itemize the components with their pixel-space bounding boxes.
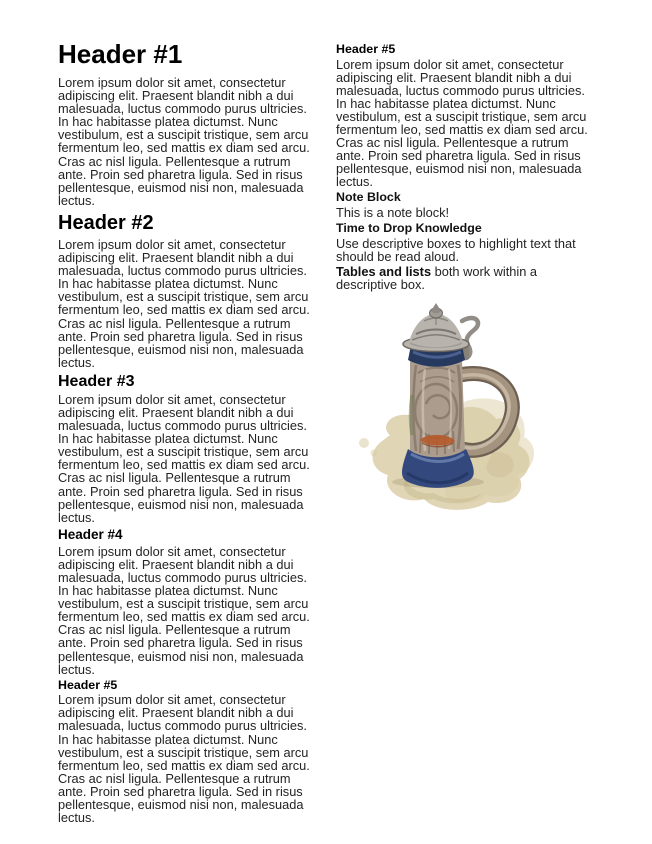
tables-note-lead: Tables and lists	[336, 263, 432, 279]
paragraph-6: Lorem ipsum dolor sit amet, consectetur adipiscing elit. Praesent blandit nibh a dui malesuada, luctus commodo purus ultricies. In hac habitasse platea dictumst. Nunc vestibulum, est a suscipit tristique, sem arcu fermentum leo, sed mattis ex diam sed arcu. Cras ac nisl ligula. Pellentesque a rutrum ante. Proin sed pharetra ligula. Sed in risus pellentesque, euismod nisi non, malesuada lectus.	[336, 56, 588, 190]
watercolor-speck-2	[371, 449, 378, 456]
note-block-text: This is a note block!	[336, 204, 450, 220]
heading-5: Header #5	[58, 677, 118, 692]
note-block-title: Note Block	[336, 190, 401, 205]
watercolor-speck	[359, 438, 369, 448]
callout-title: Time to Drop Knowledge	[336, 221, 482, 236]
paragraph-2: Lorem ipsum dolor sit amet, consectetur adipiscing elit. Praesent blandit nibh a dui malesuada, luctus commodo purus ultricies. In hac habitasse platea dictumst. Nunc vestibulum, est a suscipit tristique, sem arcu fermentum leo, sed mattis ex diam sed arcu. Cras ac nisl ligula. Pellentesque a rutrum ante. Proin sed pharetra ligula. Sed in risus pellentesque, euismod nisi non, malesuada lectus.	[58, 236, 310, 370]
heading-3: Header #3	[58, 372, 135, 390]
tables-note-rest: both work within a descriptive box.	[336, 263, 538, 292]
stein-green-accent	[411, 395, 413, 435]
tables-note	[336, 265, 594, 291]
paragraph-3: Lorem ipsum dolor sit amet, consectetur adipiscing elit. Praesent blandit nibh a dui malesuada, luctus commodo purus ultricies. In hac habitasse platea dictumst. Nunc vestibulum, est a suscipit tristique, sem arcu fermentum leo, sed mattis ex diam sed arcu. Cras ac nisl ligula. Pellentesque a rutrum ante. Proin sed pharetra ligula. Sed in risus pellentesque, euismod nisi non, malesuada lectus.	[58, 391, 310, 525]
heading-4: Header #4	[58, 526, 123, 542]
paragraph-5: Lorem ipsum dolor sit amet, consectetur adipiscing elit. Praesent blandit nibh a dui malesuada, luctus commodo purus ultricies. In hac habitasse platea dictumst. Nunc vestibulum, est a suscipit tristique, sem arcu fermentum leo, sed mattis ex diam sed arcu. Cras ac nisl ligula. Pellentesque a rutrum ante. Proin sed pharetra ligula. Sed in risus pellentesque, euismod nisi non, malesuada lectus.	[58, 692, 310, 826]
stein-finial-point	[431, 303, 441, 313]
paragraph-4: Lorem ipsum dolor sit amet, consectetur adipiscing elit. Praesent blandit nibh a dui malesuada, luctus commodo purus ultricies. In hac habitasse platea dictumst. Nunc vestibulum, est a suscipit tristique, sem arcu fermentum leo, sed mattis ex diam sed arcu. Cras ac nisl ligula. Pellentesque a rutrum ante. Proin sed pharetra ligula. Sed in risus pellentesque, euismod nisi non, malesuada lectus.	[58, 543, 310, 677]
heading-2: Header #2	[58, 211, 154, 234]
callout-text: Use descriptive boxes to highlight text that should be read aloud.	[336, 235, 576, 264]
heading-5-right: Header #5	[336, 42, 396, 56]
left-column	[58, 40, 312, 844]
heading-1: Header #1	[58, 39, 183, 69]
right-column	[336, 40, 594, 844]
paragraph-1: Lorem ipsum dolor sit amet, consectetur adipiscing elit. Praesent blandit nibh a dui malesuada, luctus commodo purus ultricies. In hac habitasse platea dictumst. Nunc vestibulum, est a suscipit tristique, sem arcu fermentum leo, sed mattis ex diam sed arcu. Cras ac nisl ligula. Pellentesque a rutrum ante. Proin sed pharetra ligula. Sed in risus pellentesque, euismod nisi non, malesuada lectus.	[58, 75, 310, 208]
beer-stein-image	[350, 303, 546, 515]
